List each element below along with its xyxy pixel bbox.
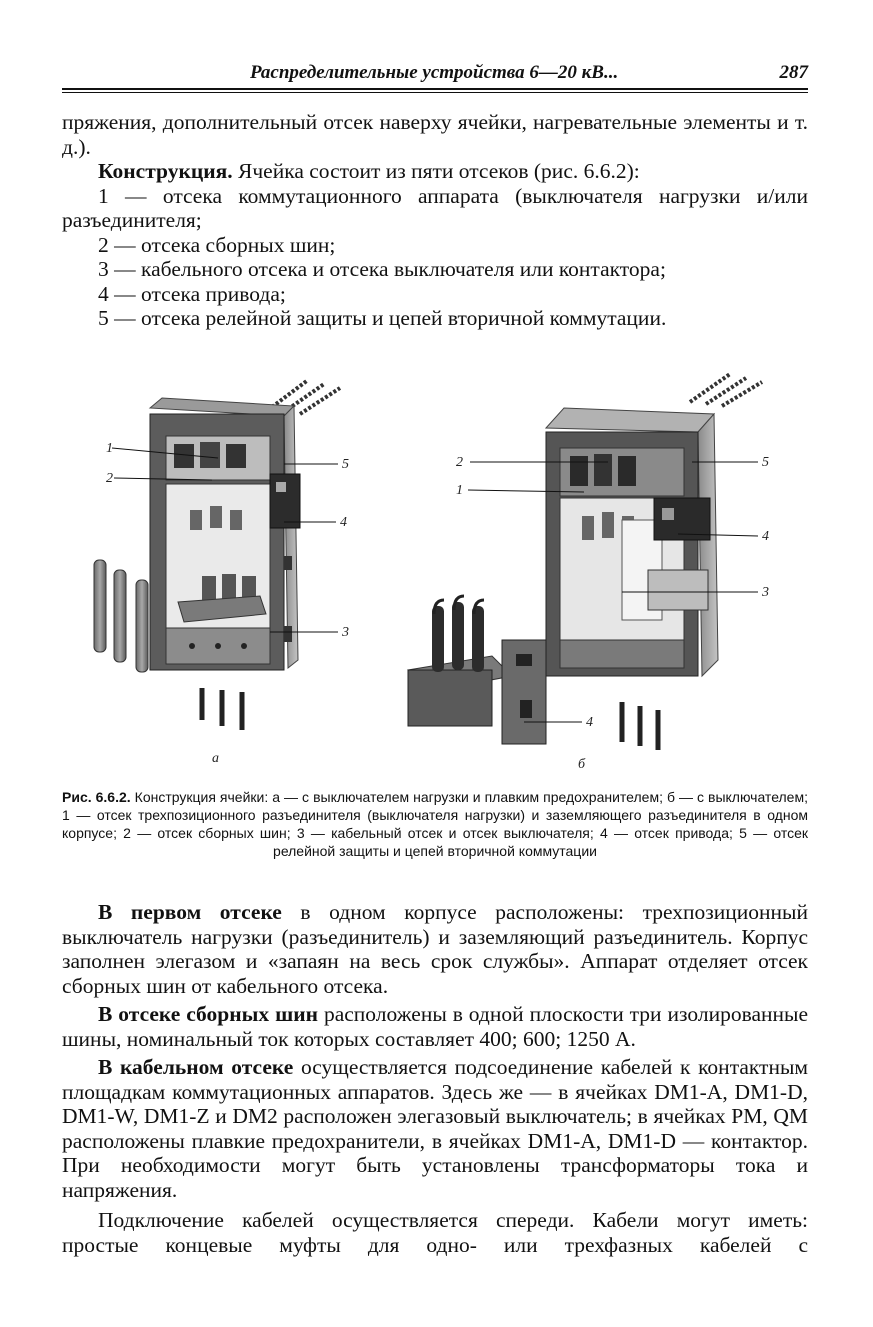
paragraph-busbar-compartment bbox=[62, 1002, 808, 1051]
busbar-compartment-text: расположены в одной плоскости три изолированные шины, номинальный ток которых составляет 400; 600; 1250 А. bbox=[62, 1002, 808, 1051]
first-compartment-label: В первом отсеке bbox=[98, 900, 282, 924]
cell-a-drawing bbox=[94, 380, 349, 766]
caption-text: Конструкция ячейки: а — с выключателем нагрузки и плавким предохранителем; б — с выключателем; 1 — отсек трехпозиционного разъединителя (выключателя нагрузки) и заземляющего разъединителя в одном корпусе; 2 — отсек сборных шин; 3 — кабельный отсек и отсек выключателя; 4 — отсек привода; 5 — отсек релейной защиты и цепей вторичной коммутации bbox=[62, 789, 808, 859]
header-rule bbox=[62, 88, 808, 90]
cable-compartment-label: В кабельном отсеке bbox=[98, 1055, 294, 1079]
running-header-title: Распределительные устройства 6—20 кВ... bbox=[250, 62, 619, 83]
intro-section bbox=[62, 110, 808, 331]
figure-illustration bbox=[62, 370, 808, 778]
compartment-item-1: 1 — отсека коммутационного аппарата (выключателя нагрузки и/или разъединителя; bbox=[62, 183, 808, 232]
continuation-paragraph: пряжения, дополнительный отсек наверху ячейки, нагревательные элементы и т. д.). bbox=[62, 110, 808, 159]
caption-paragraph bbox=[62, 788, 808, 860]
caption-label: Рис. 6.6.2. bbox=[62, 789, 131, 805]
page-number: 287 bbox=[779, 62, 808, 83]
cable-compartment-text: осуществляется подсоединение кабелей к контактным площадкам коммутационных аппаратов. Здесь же — в ячейках DM1-A, DM1-D, DM1-W, DM1-Z и DM2 расположен элегазовый выключатель; в ячейках PM, QM расположены плавкие предохранители, в ячейках DM1-A, DM1-D — контактор. При необходимости могут быть установлены трансформаторы тока и напряжения. bbox=[62, 1055, 809, 1202]
header-rule-thin bbox=[62, 92, 808, 93]
body-section bbox=[62, 900, 808, 1257]
label-b-1: 1 bbox=[456, 483, 463, 498]
compartment-item-4: 4 — отсека привода; bbox=[98, 281, 286, 306]
figure-6-6-2 bbox=[62, 370, 808, 778]
busbar-compartment-label: В отсеке сборных шин bbox=[98, 1002, 319, 1026]
label-a-2: 2 bbox=[106, 471, 113, 486]
cell-a-cables bbox=[202, 688, 242, 730]
construction-text: Ячейка состоит из пяти отсеков (рис. 6.6.2): bbox=[232, 159, 640, 183]
compartment-item-2: 2 — отсека сборных шин; bbox=[98, 232, 336, 257]
label-b-5: 5 bbox=[762, 455, 769, 470]
label-a-4: 4 bbox=[340, 515, 347, 530]
cell-a-fuses bbox=[94, 560, 148, 672]
paragraph-cable-connection: Подключение кабелей осуществляется спереди. Кабели могут иметь: простые концевые муфты для одно- или трехфазных кабелей с bbox=[62, 1208, 808, 1257]
label-b-4: 4 bbox=[762, 529, 769, 544]
compartment-item-3: 3 — кабельного отсека и отсека выключателя или контактора; bbox=[98, 257, 666, 281]
cell-b-cables bbox=[622, 702, 658, 750]
construction-label: Конструкция. bbox=[98, 159, 233, 183]
cell-b-drawing bbox=[408, 374, 769, 772]
label-b-4-module: 4 bbox=[586, 715, 593, 730]
cell-b-busbars bbox=[690, 374, 762, 406]
label-b-2: 2 bbox=[456, 455, 463, 470]
paragraph-cable-compartment bbox=[62, 1055, 808, 1202]
subfigure-label-a: а bbox=[212, 751, 219, 766]
label-a-1: 1 bbox=[106, 441, 113, 456]
label-a-3: 3 bbox=[342, 625, 349, 640]
construction-paragraph bbox=[62, 159, 808, 184]
compartment-item-5: 5 — отсека релейной защиты и цепей вторичной коммутации. bbox=[98, 306, 667, 330]
figure-caption bbox=[62, 788, 808, 860]
paragraph-first-compartment bbox=[62, 900, 808, 998]
running-header bbox=[62, 60, 808, 88]
first-compartment-text: в одном корпусе расположены: трехпозиционный выключатель нагрузки (разъединитель) и заземляющий разъединитель. Корпус заполнен элегазом и «запаян на весь срок службы». Аппарат отделяет отсек сборных шин от кабельного отсека. bbox=[62, 900, 808, 998]
subfigure-label-b: б bbox=[578, 757, 586, 772]
label-b-3: 3 bbox=[762, 585, 769, 600]
label-a-5: 5 bbox=[342, 457, 349, 472]
